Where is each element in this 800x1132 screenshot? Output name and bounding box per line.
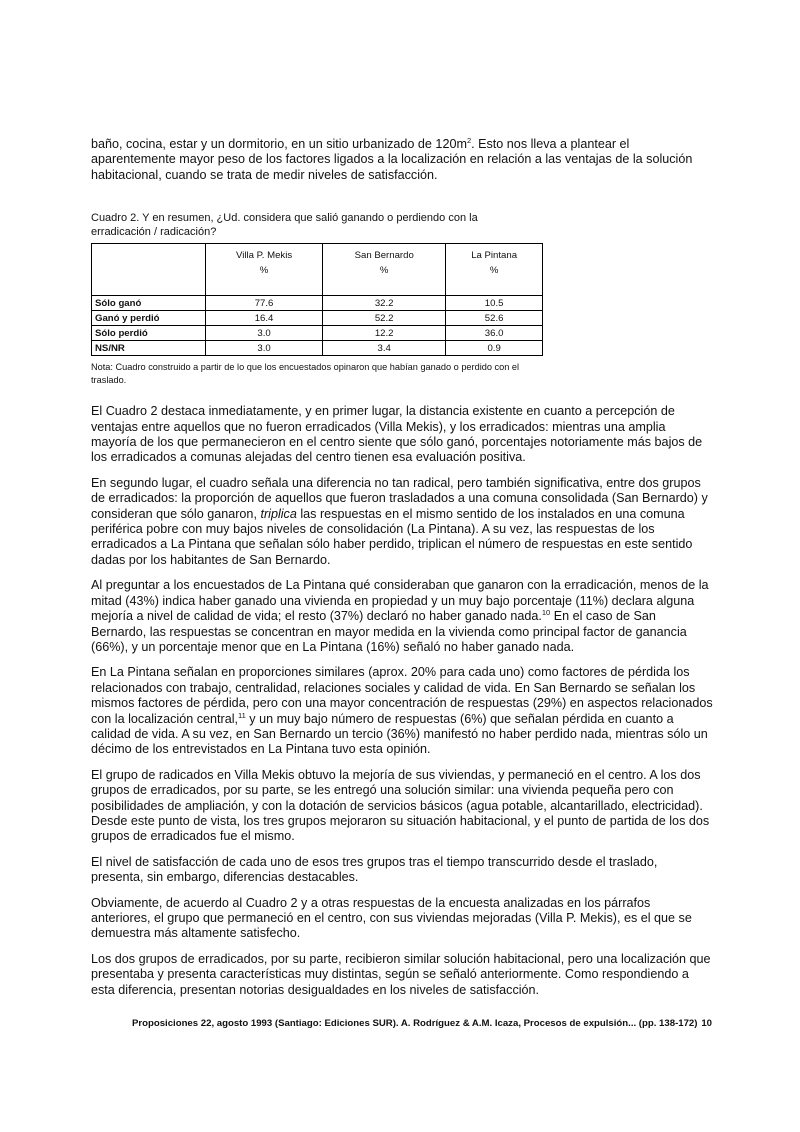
footer-citation: Proposiciones 22, agosto 1993 (Santiago: Ediciones SUR). A. Rodríguez & A.M. Icaza, Procesos de expulsión... (pp. 138-172) [132,1018,698,1029]
column-header-villa-mekis: Villa P. Mekis % [206,244,323,296]
table-row [92,311,543,326]
body-paragraph-4: En La Pintana señalan en proporciones similares (aprox. 20% para cada uno) como factores de pérdida los relacionados con trabajo, centralidad, relaciones sociales y calidad de vida. En San Bernardo se señalan los mismos factores de pérdida, pero con una mayor concentración de respuestas (29%) en aspectos relacionados con la localización central,$^{11}$ y un muy bajo número de respuestas (6%) que señalan pérdida en cuanto a calidad de vida. A su vez, en San Bernardo un tercio (36%) manifestó no haber perdido nada, mientras sólo un décimo de los entrevistados en La Pintana tuvo esta opinión. [91,665,713,757]
table-row [92,296,543,311]
table-cell: 12.2 [323,326,446,341]
row-label: Sólo ganó [92,296,206,311]
intro-paragraph [91,137,713,183]
footnote-ref-10: 10 [541,607,551,617]
table-cell: 3.0 [206,326,323,341]
column-header-san-bernardo: San Bernardo % [323,244,446,296]
superscript: 2 [466,135,472,145]
table-cell: 32.2 [323,296,446,311]
page-number: 10 [701,1018,712,1029]
table-cell: 0.9 [446,341,543,356]
table-cell: 3.0 [206,341,323,356]
table-header-row [92,244,543,296]
table-cell: 3.4 [323,341,446,356]
body-paragraph-8: Los dos grupos de erradicados, por su parte, recibieron similar solución habitacional, pero una localización que presentaba y presenta características muy distintas, según se señaló anteriormente. Como respondiendo a esta diferencia, presentan notorias desigualdades en los niveles de satisfacción. [91,951,711,997]
body-paragraph-2: En segundo lugar, el cuadro señala una diferencia no tan radical, pero también significativa, entre dos grupos de erradicados: la proporción de aquellos que fueron trasladados a una comuna consolidada (San Bernardo) y consideran que sólo ganaron, triplica las respuestas en el mismo sentido de los instalados en una comuna periférica pobre con muy bajos niveles de consolidación (La Pintana). A su vez, las respuestas de los erradicados a La Pintana que señalan sólo haber perdido, triplican el número de respuestas en este sentido dadas por los habitantes de San Bernardo. [91,475,708,567]
survey-table [91,243,543,356]
table-row [92,341,543,356]
table-row [92,326,543,341]
row-label: Ganó y perdió [92,311,206,326]
table-note: Nota: Cuadro construido a partir de lo que los encuestados opinaron que habían ganado o perdido con el traslado. [91,362,520,385]
intro-text: baño, cocina, estar y un dormitorio, en un sitio urbanizado de 120m [91,137,467,151]
body-paragraph-7: Obviamente, de acuerdo al Cuadro 2 y a otras respuestas de la encuesta analizadas en los párrafos anteriores, el grupo que permaneció en el centro, con sus viviendas mejoradas (Villa P. Mekis), es el que se demuestra más altamente satisfecho. [91,895,692,941]
body-paragraph-1: El Cuadro 2 destaca inmediatamente, y en primer lugar, la distancia existente en cuanto a percepción de ventajas entre aquellos que no fueron erradicados (Villa Mekis), y los erradicados: mientras una amplia mayoría de los que permanecieron en el centro siente que sólo ganó, porcentajes notoriamente más bajos de los erradicados a comunas alejadas del centro tienen esa evaluación positiva. [91,404,703,465]
body-paragraph-3: Al preguntar a los encuestados de La Pintana qué consideraban que ganaron con la erradicación, menos de la mitad (43%) indica haber ganado una vivienda en propiedad y un muy bajo porcentaje (11%) declara alguna mejoría a nivel de calidad de vida; el resto (37%) declaró no haber ganado nada.$^{10}$ En el caso de San Bernardo, las respuestas se concentran en mayor medida en la vivienda como principal factor de ganancia (66%), y un porcentaje menor que en La Pintana (16%) señaló no haber ganado nada. [91,578,709,654]
column-header-la-pintana: La Pintana % [446,244,543,296]
row-label: NS/NR [92,341,206,356]
page-footer [132,1018,712,1029]
footnote-ref-11: 11 [238,710,246,720]
table-cell: 36.0 [446,326,543,341]
table-cell: 77.6 [206,296,323,311]
body-paragraph-6: El nivel de satisfacción de cada uno de esos tres grupos tras el tiempo transcurrido desde el traslado, presenta, sin embargo, diferencias destacables. [91,854,658,885]
table-cell: 52.6 [446,311,543,326]
table-cell: 10.5 [446,296,543,311]
document-page [91,137,713,1008]
emphasis-text: triplica [260,506,297,521]
table-cell: 16.4 [206,311,323,326]
body-paragraph-5: El grupo de radicados en Villa Mekis obtuvo la mejoría de sus viviendas, y permaneció en el centro. A los dos grupos de erradicados, por su parte, se les entregó una solución similar: una vivienda pequeña pero con posibilidades de ampliación, y con la dotación de servicios básicos (agua potable, alcantarillado, electricidad). Desde este punto de vista, los tres grupos mejoraron su situación habitacional, y el punto de partida de los dos grupos de erradicados fue el mismo. [91,767,710,844]
table-cell: 52.2 [323,311,446,326]
table-caption: Cuadro 2. Y en resumen, ¿Ud. considera que salió ganando o perdiendo con la erradicación / radicación? [91,212,478,239]
intro-text-cont: . Esto nos lleva a plantear el aparentemente mayor peso de los factores ligados a la localización en relación a las ventajas de la solución habitacional, cuando se trata de medir niveles de satisfacción. [91,137,693,182]
table-corner-cell [92,244,206,296]
row-label: Sólo perdió [92,326,206,341]
